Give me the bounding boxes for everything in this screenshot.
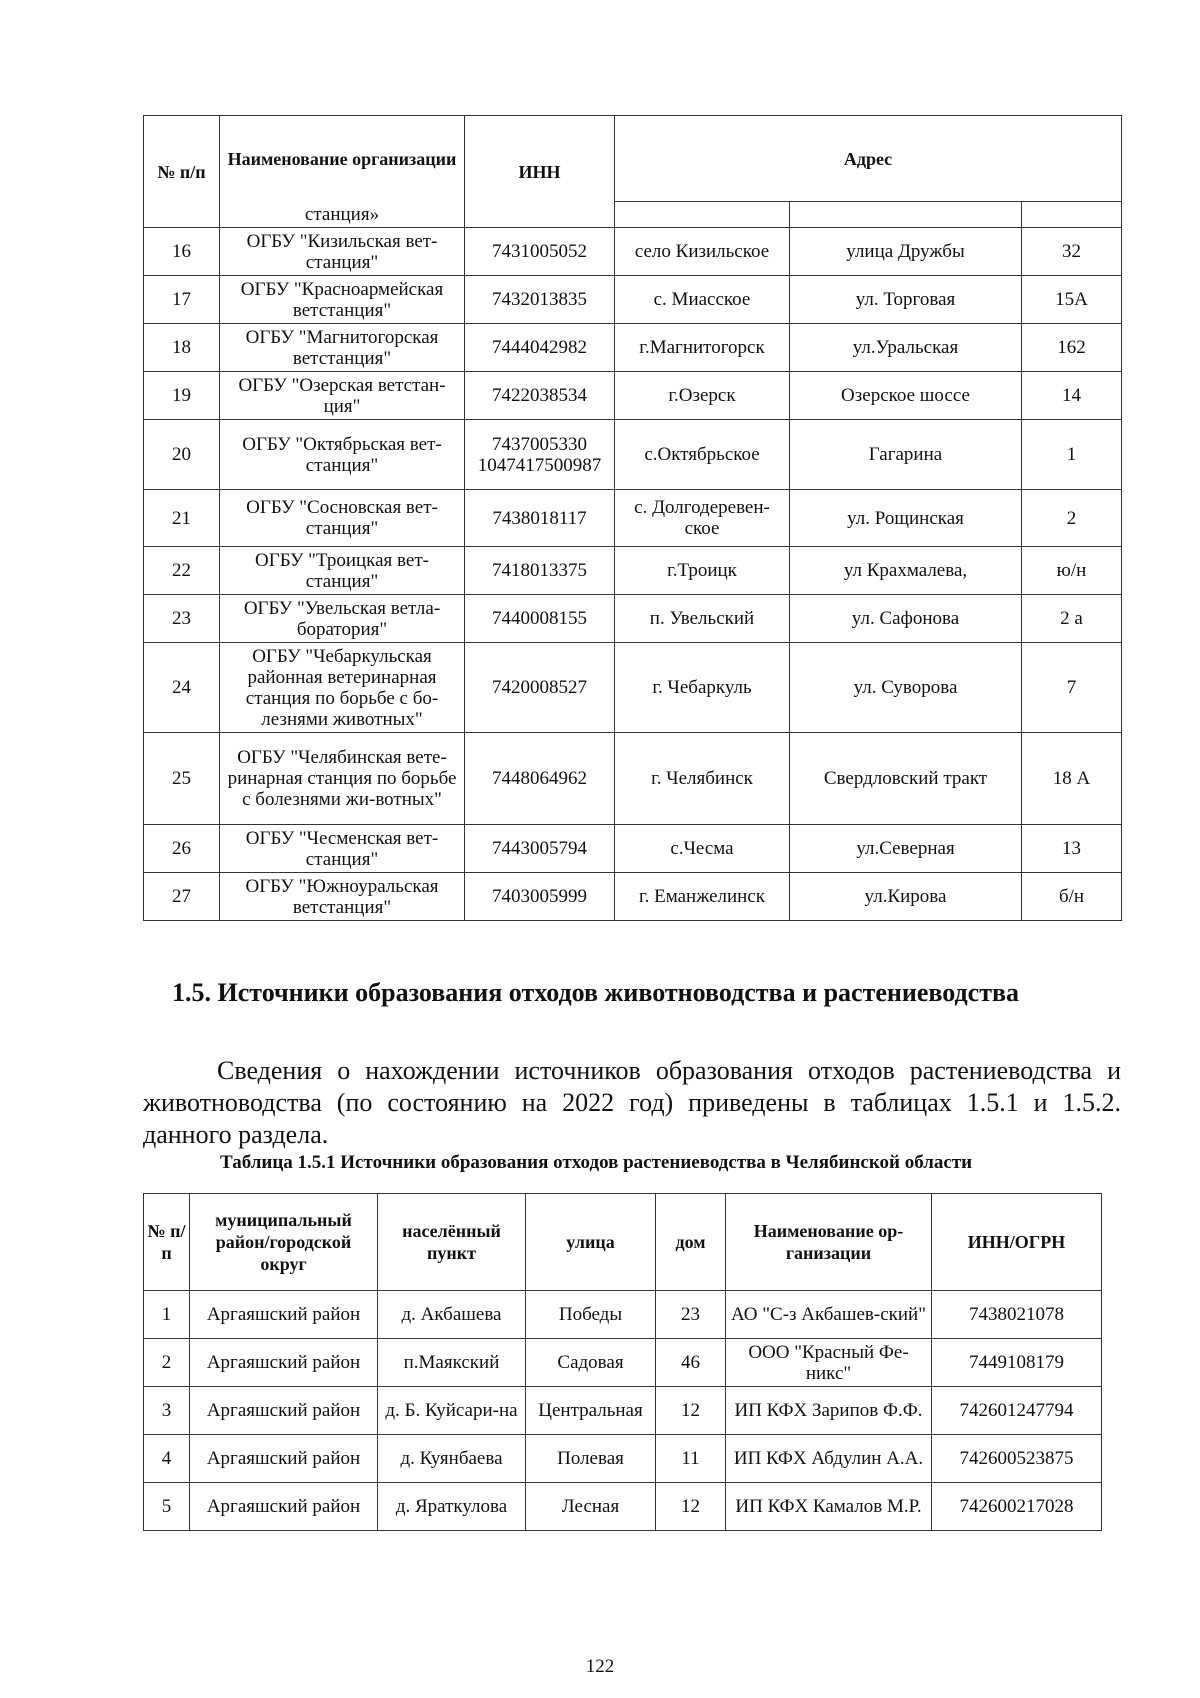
table-row <box>144 1387 1102 1435</box>
cell-inn: 742600523875 <box>932 1435 1102 1483</box>
cell-inn: 7432013835 <box>465 276 615 324</box>
cell-house: 15А <box>1022 276 1122 324</box>
cell-street: ул.Кирова <box>790 873 1022 921</box>
table-row <box>144 1483 1102 1531</box>
cell-street: Центральная <box>526 1387 656 1435</box>
cell-house: 12 <box>656 1387 726 1435</box>
table-row <box>144 873 1122 921</box>
cell-settlement: г.Троицк <box>615 547 790 595</box>
table-row <box>144 490 1122 547</box>
cell-house: 162 <box>1022 324 1122 372</box>
col-header-street: улица <box>526 1194 656 1291</box>
cell-house: б/н <box>1022 873 1122 921</box>
cell-inn: 7444042982 <box>465 324 615 372</box>
cell-house: 32 <box>1022 228 1122 276</box>
cell-house: 13 <box>1022 825 1122 873</box>
table-row <box>144 733 1122 825</box>
cell-house: 12 <box>656 1483 726 1531</box>
cell-org: ОГБУ "Троицкая вет-станция" <box>220 547 465 595</box>
cell-settlement: село Кизильское <box>615 228 790 276</box>
cell-inn: 7431005052 <box>465 228 615 276</box>
table-row <box>144 372 1122 420</box>
cell-org: ОГБУ "Магнитогорская ветстанция" <box>220 324 465 372</box>
col-header-org: Наименование организации <box>220 116 465 202</box>
cell-inn: 7403005999 <box>465 873 615 921</box>
cell-num: 5 <box>144 1483 190 1531</box>
cell-num: 3 <box>144 1387 190 1435</box>
cell-num: 16 <box>144 228 220 276</box>
table-row <box>144 228 1122 276</box>
cell-org: ОГБУ "Сосновская вет-станция" <box>220 490 465 547</box>
cell-inn: 742600217028 <box>932 1483 1102 1531</box>
cell-org: ОГБУ "Кизильская вет-станция" <box>220 228 465 276</box>
cell-inn: 7438018117 <box>465 490 615 547</box>
cell-district: Аргаяшский район <box>190 1435 378 1483</box>
table-row <box>144 643 1122 733</box>
table-row <box>144 547 1122 595</box>
cell-org: ОГБУ "Южноуральская ветстанция" <box>220 873 465 921</box>
crop-waste-sources-body <box>144 1291 1102 1531</box>
cell-org: ОГБУ "Чесменская вет-станция" <box>220 825 465 873</box>
col-header-inn: ИНН/ОГРН <box>932 1194 1102 1291</box>
cell-house: 2 <box>1022 490 1122 547</box>
cell-settlement: г. Чебаркуль <box>615 643 790 733</box>
col-header-address: Адрес <box>615 116 1122 202</box>
cell-num: 4 <box>144 1435 190 1483</box>
cell-num: 27 <box>144 873 220 921</box>
table-row <box>144 595 1122 643</box>
cell-org: АО "С-з Акбашев-ский" <box>726 1291 932 1339</box>
cell-district: Аргаяшский район <box>190 1387 378 1435</box>
cell-num: 1 <box>144 1291 190 1339</box>
cell-street: Лесная <box>526 1483 656 1531</box>
cell-street: Озерское шоссе <box>790 372 1022 420</box>
cell-inn: 742601247794 <box>932 1387 1102 1435</box>
cell-street: ул.Уральская <box>790 324 1022 372</box>
cell-street: ул. Рощинская <box>790 490 1022 547</box>
cell-num: 21 <box>144 490 220 547</box>
cell-street: Гагарина <box>790 420 1022 490</box>
cell-org: ИП КФХ Абдулин А.А. <box>726 1435 932 1483</box>
cell-house: 7 <box>1022 643 1122 733</box>
carry-over-text: станция» <box>220 202 465 228</box>
cell-inn: 7420008527 <box>465 643 615 733</box>
cell-org: ОГБУ "Чебаркульская районная ветеринарная станция по борьбе с бо-лезнями животных" <box>220 643 465 733</box>
cell-street: улица Дружбы <box>790 228 1022 276</box>
page-number: 122 <box>585 1656 615 1677</box>
cell-inn: 7440008155 <box>465 595 615 643</box>
cell-inn: 7418013375 <box>465 547 615 595</box>
cell-street: ул. Суворова <box>790 643 1022 733</box>
cell-settlement: г.Озерск <box>615 372 790 420</box>
cell-num: 17 <box>144 276 220 324</box>
subheader-empty <box>790 202 1022 228</box>
cell-street: ул. Сафонова <box>790 595 1022 643</box>
cell-num: 2 <box>144 1339 190 1387</box>
table-row <box>144 1291 1102 1339</box>
col-header-settlement: населённый пункт <box>378 1194 526 1291</box>
cell-settlement: с.Чесма <box>615 825 790 873</box>
cell-num: 26 <box>144 825 220 873</box>
table-row <box>144 1435 1102 1483</box>
cell-street: Победы <box>526 1291 656 1339</box>
section-paragraph: Сведения о нахождении источников образования отходов растениеводства и животноводства (по состоянию на 2022 год) приведены в таблицах 1.5.1 и 1.5.2. данного раздела. <box>143 1056 1121 1149</box>
col-header-inn: ИНН <box>465 116 615 228</box>
cell-settlement: с. Миасское <box>615 276 790 324</box>
cell-settlement: п. Увельский <box>615 595 790 643</box>
cell-inn: 7449108179 <box>932 1339 1102 1387</box>
cell-num: 19 <box>144 372 220 420</box>
cell-street: ул. Торговая <box>790 276 1022 324</box>
cell-inn: 7438021078 <box>932 1291 1102 1339</box>
cell-house: 14 <box>1022 372 1122 420</box>
cell-house: 1 <box>1022 420 1122 490</box>
cell-num: 18 <box>144 324 220 372</box>
cell-house: 11 <box>656 1435 726 1483</box>
cell-district: Аргаяшский район <box>190 1339 378 1387</box>
cell-org: ООО "Красный Фе-никс" <box>726 1339 932 1387</box>
cell-house: 23 <box>656 1291 726 1339</box>
cell-org: ОГБУ "Увельская ветла-боратория" <box>220 595 465 643</box>
cell-street: Полевая <box>526 1435 656 1483</box>
cell-settlement: д. Б. Куйсари-на <box>378 1387 526 1435</box>
cell-settlement: д. Яраткулова <box>378 1483 526 1531</box>
cell-settlement: п.Маякский <box>378 1339 526 1387</box>
cell-street: Садовая <box>526 1339 656 1387</box>
table-row <box>144 420 1122 490</box>
cell-street: ул Крахмалева, <box>790 547 1022 595</box>
cell-house: 18 А <box>1022 733 1122 825</box>
veterinary-stations-table <box>143 115 1122 921</box>
col-header-num: № п/п <box>144 1194 190 1291</box>
cell-house: ю/н <box>1022 547 1122 595</box>
cell-house: 2 а <box>1022 595 1122 643</box>
cell-district: Аргаяшский район <box>190 1291 378 1339</box>
cell-settlement: г. Челябинск <box>615 733 790 825</box>
table-row <box>144 276 1122 324</box>
cell-num: 24 <box>144 643 220 733</box>
cell-house: 46 <box>656 1339 726 1387</box>
cell-org: ИП КФХ Зарипов Ф.Ф. <box>726 1387 932 1435</box>
veterinary-stations-body <box>144 228 1122 921</box>
cell-org: ОГБУ "Октябрьская вет-станция" <box>220 420 465 490</box>
cell-num: 25 <box>144 733 220 825</box>
subheader-empty <box>615 202 790 228</box>
cell-inn: 7422038534 <box>465 372 615 420</box>
cell-org: ОГБУ "Челябинская вете-ринарная станция по борьбе с болезнями жи-вотных" <box>220 733 465 825</box>
cell-org: ОГБУ "Красноармейская ветстанция" <box>220 276 465 324</box>
cell-inn: 7448064962 <box>465 733 615 825</box>
cell-org: ИП КФХ Камалов М.Р. <box>726 1483 932 1531</box>
cell-num: 23 <box>144 595 220 643</box>
table-row <box>144 1339 1102 1387</box>
col-header-org: Наименование ор-ганизации <box>726 1194 932 1291</box>
cell-street: Свердловский тракт <box>790 733 1022 825</box>
section-heading: 1.5. Источники образования отходов животноводства и растениеводства <box>172 978 1020 1007</box>
cell-settlement: с.Октябрьское <box>615 420 790 490</box>
cell-num: 20 <box>144 420 220 490</box>
col-header-district: муниципальный район/городской округ <box>190 1194 378 1291</box>
cell-settlement: д. Куянбаева <box>378 1435 526 1483</box>
cell-settlement: с. Долгодеревен-ское <box>615 490 790 547</box>
cell-street: ул.Северная <box>790 825 1022 873</box>
table-row <box>144 825 1122 873</box>
cell-settlement: д. Акбашева <box>378 1291 526 1339</box>
col-header-house: дом <box>656 1194 726 1291</box>
cell-settlement: г.Магнитогорск <box>615 324 790 372</box>
cell-settlement: г. Еманжелинск <box>615 873 790 921</box>
col-header-num: № п/п <box>144 116 220 228</box>
cell-num: 22 <box>144 547 220 595</box>
table-caption: Таблица 1.5.1 Источники образования отходов растениеводства в Челябинской области <box>220 1152 973 1173</box>
cell-org: ОГБУ "Озерская ветстан-ция" <box>220 372 465 420</box>
subheader-empty <box>1022 202 1122 228</box>
cell-inn: 7437005330 1047417500987 <box>465 420 615 490</box>
crop-waste-sources-table <box>143 1193 1102 1531</box>
table-row <box>144 324 1122 372</box>
cell-inn: 7443005794 <box>465 825 615 873</box>
cell-district: Аргаяшский район <box>190 1483 378 1531</box>
